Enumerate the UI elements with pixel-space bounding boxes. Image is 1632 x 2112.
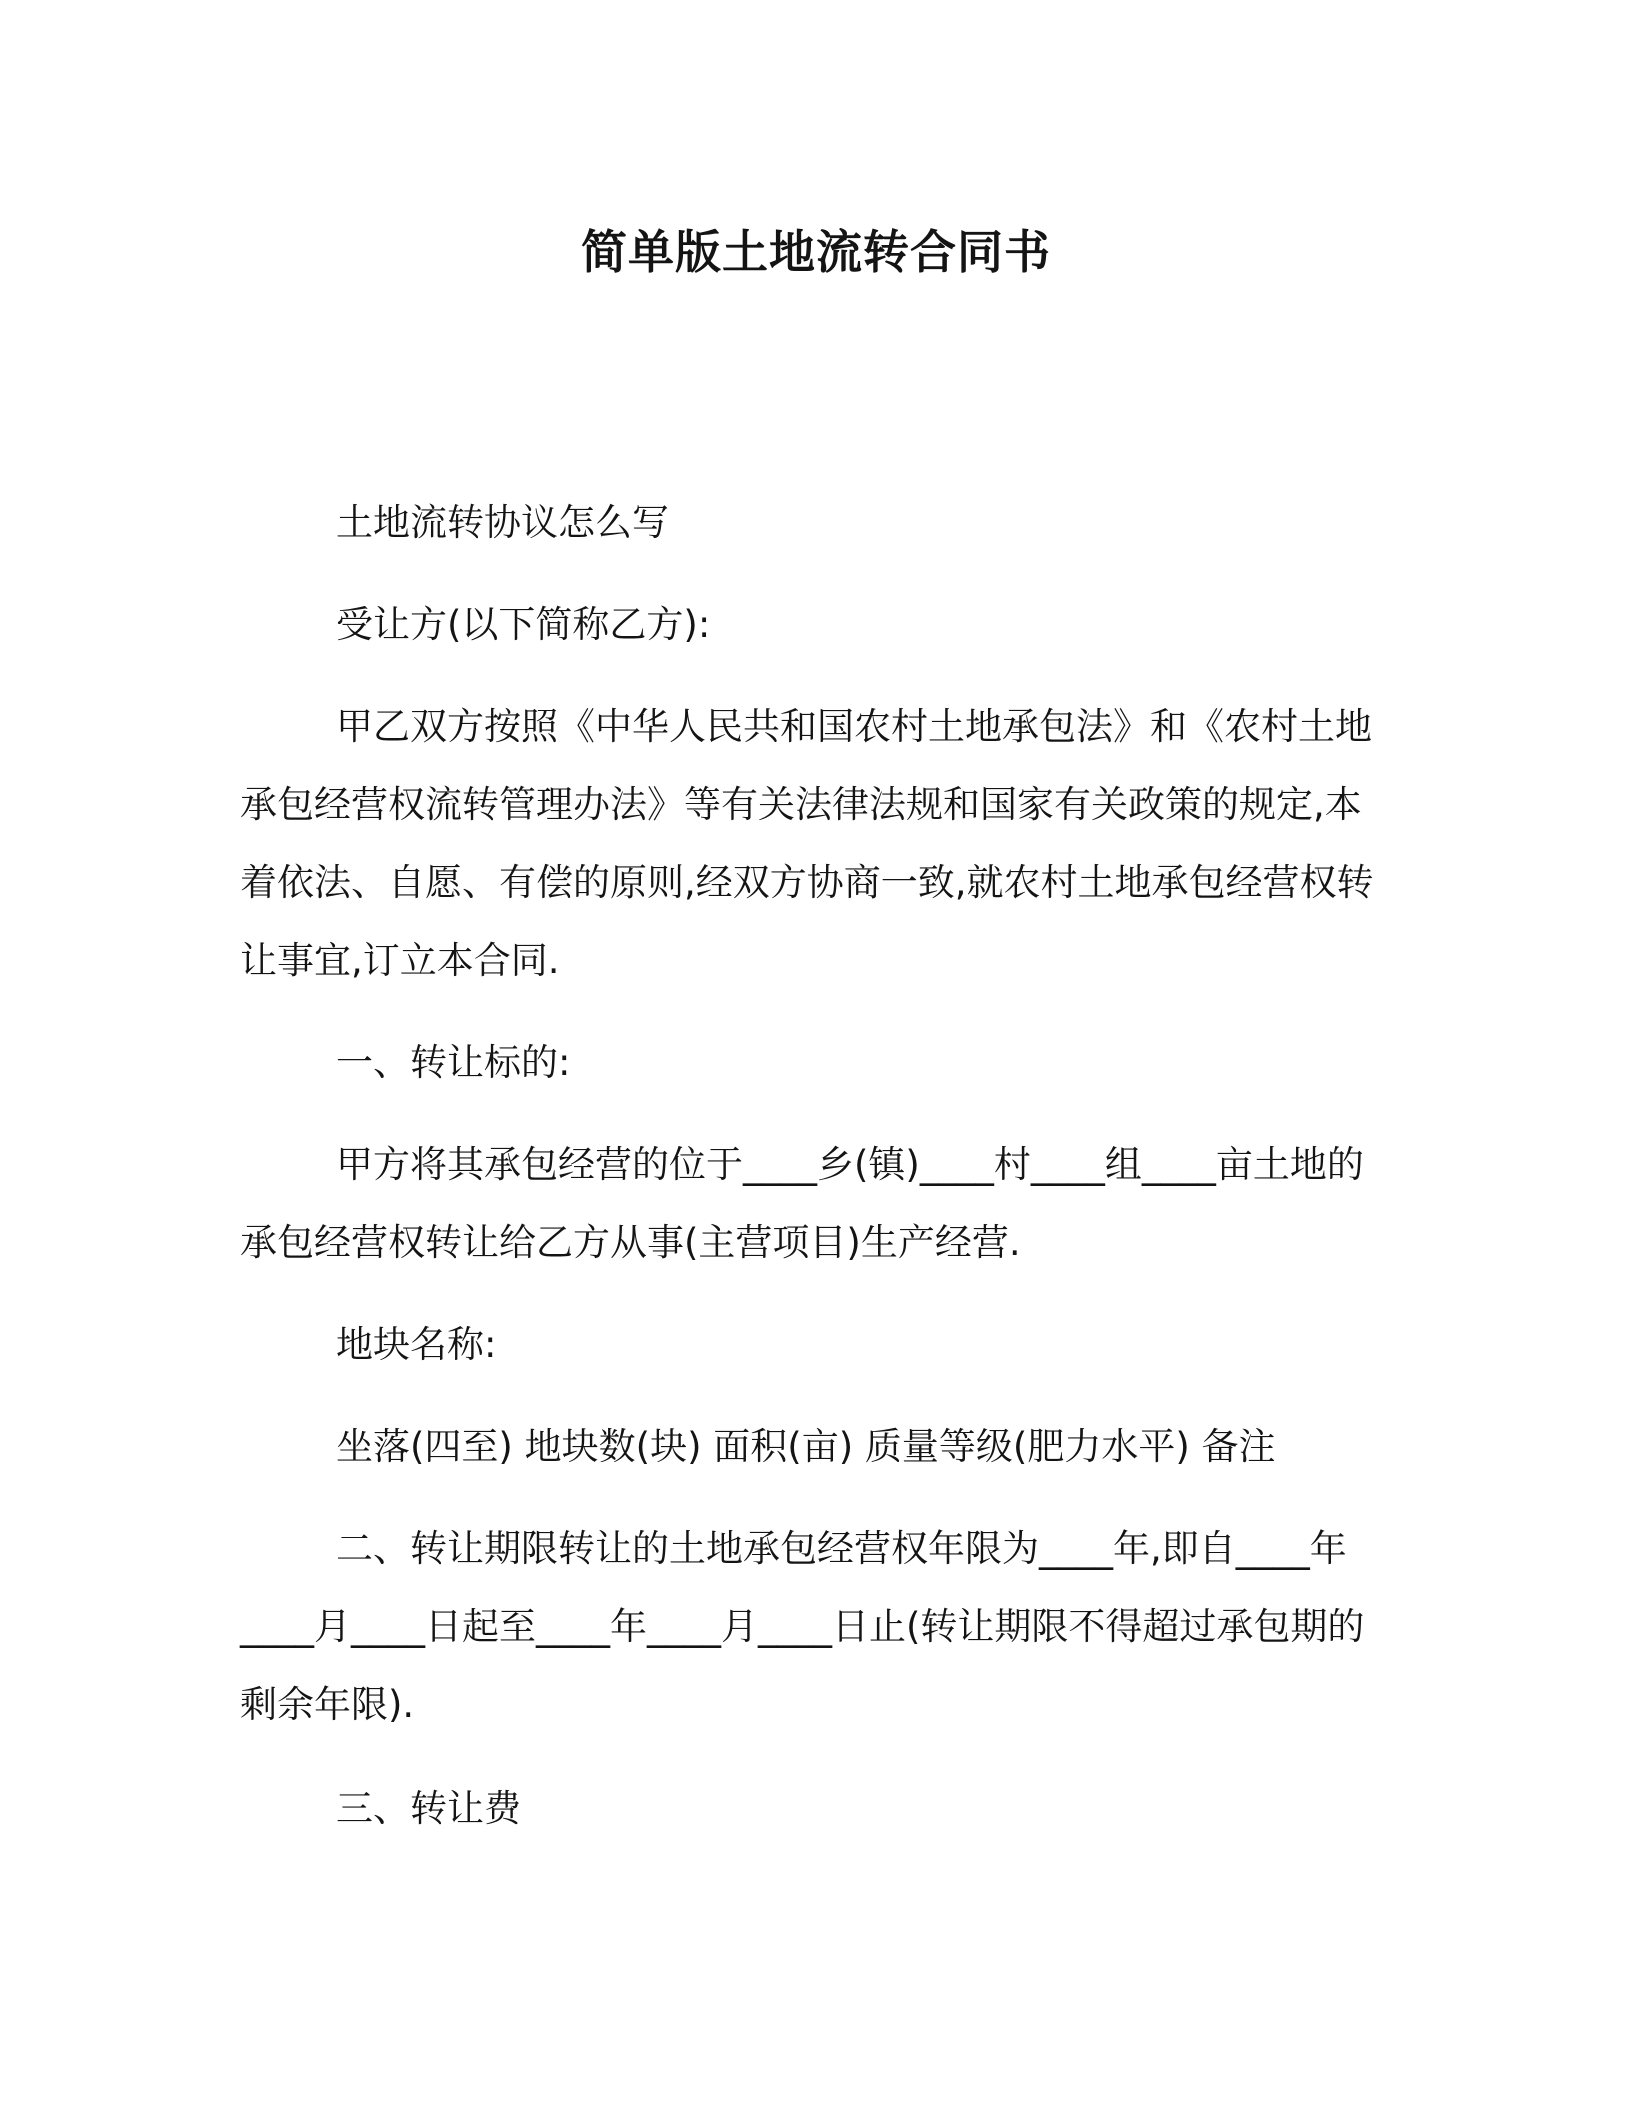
paragraph-preamble: 甲乙双方按照《中华人民共和国农村土地承包法》和《农村土地承包经营权流转管理办法》等有关法律法规和国家有关政策的规定,本着依法、自愿、有偿的原则,经双方协商一致,就农村土地承包经营权转让事宜,订立本合同. [240, 705, 1374, 982]
section-heading-subject: 一、转让标的: [336, 1041, 571, 1084]
section-heading-transfer-fee: 三、转让费 [336, 1787, 521, 1830]
paragraph-heading-how-to-write: 土地流转协议怎么写 [336, 501, 669, 544]
paragraph-transferee: 受让方(以下简称乙方): [336, 603, 711, 646]
paragraph-subject-land: 甲方将其承包经营的位于____乡(镇)____村____组____亩土地的承包经营权转让给乙方从事(主营项目)生产经营. [240, 1143, 1364, 1264]
paragraph-plot-columns: 坐落(四至) 地块数(块) 面积(亩) 质量等级(肥力水平) 备注 [336, 1425, 1276, 1468]
document-title: 简单版土地流转合同书 [581, 225, 1051, 279]
section-transfer-period: 二、转让期限转让的土地承包经营权年限为____年,即自____年____月____日起至____年____月____日止(转让期限不得超过承包期的剩余年限). [240, 1527, 1365, 1726]
paragraph-plot-name: 地块名称: [336, 1323, 497, 1366]
